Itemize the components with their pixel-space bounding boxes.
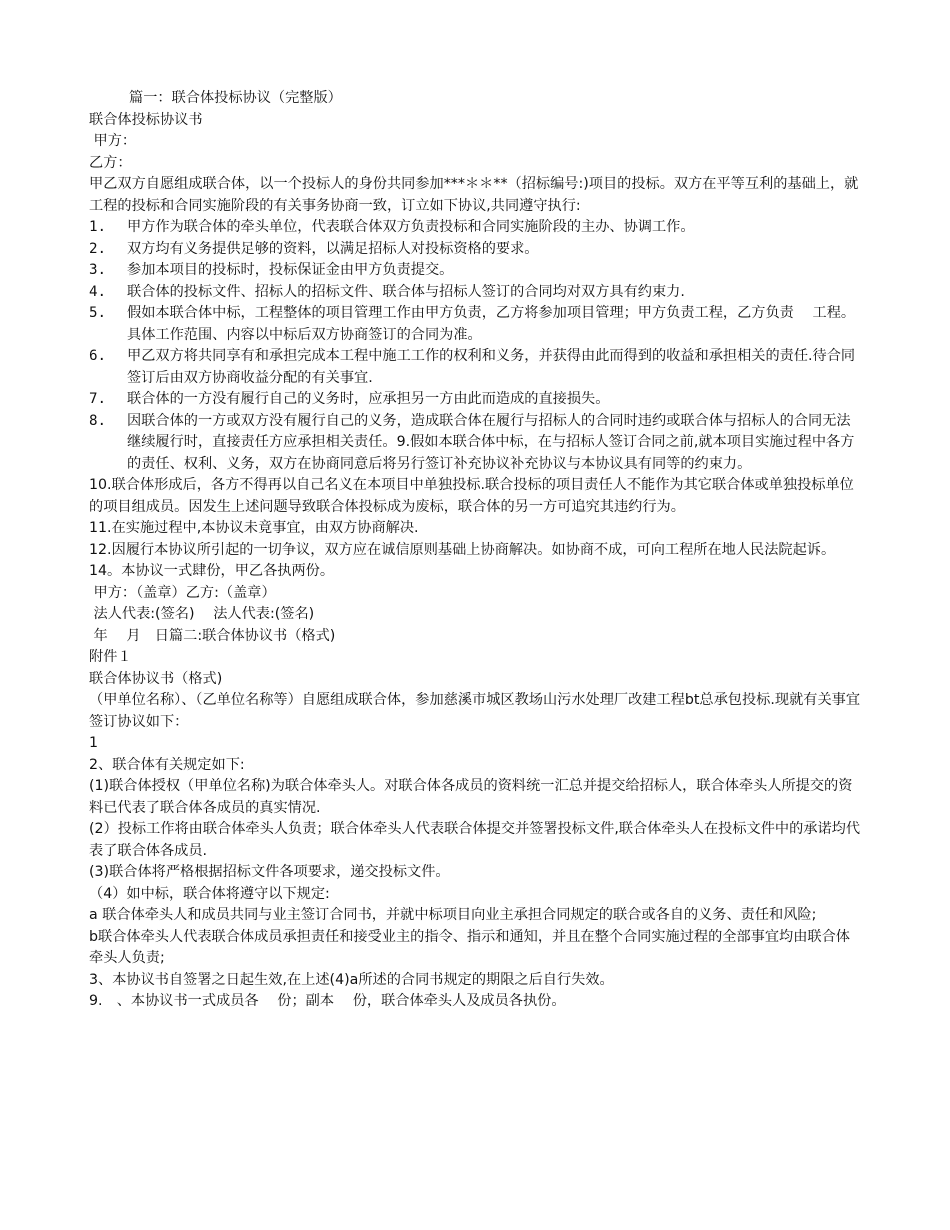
- item-text: 甲方作为联合体的牵头单位，代表联合体双方负责投标和合同实施阶段的主办、协调工作。: [127, 219, 695, 235]
- item-number: 1.: [89, 219, 107, 235]
- item-text: 假如本联合体中标，工程整体的项目管理工作由甲方负责，乙方将参加项目管理；甲方负责工程，乙方负责 工程。具体工作范围、内容以中标后双方协商签订的合同为准。: [127, 305, 856, 343]
- party-b-line: 乙方：: [89, 154, 132, 171]
- list-item: [89, 217, 861, 239]
- item-number: 7.: [89, 391, 107, 407]
- rule-b: b联合体牵头人代表联合体成员承担责任和接受业主的指令、指示和通知，并且在整个合同实施过程的全部事宜均由联合体牵头人负责;: [89, 928, 850, 966]
- item-text: 联合体的投标文件、招标人的招标文件、联合体与招标人签订的合同均对双方具有约束力.: [127, 283, 685, 300]
- intro-paragraph: 甲乙双方自愿组成联合体，以一个投标人的身份共同参加***＊＊**（招标编号:)项目的投标。双方在平等互利的基础上，就工程的投标和合同实施阶段的有关事务协商一致，订立如下协议,共同遵守执行:: [89, 176, 859, 214]
- item-text: 双方均有义务提供足够的资料，以满足招标人对投标资格的要求。: [127, 240, 539, 257]
- list-item: [89, 346, 861, 389]
- party-a-line: 甲方：: [89, 133, 137, 149]
- representative-line: 法人代表:(签名) 法人代表:(签名): [89, 606, 315, 622]
- list-item: [89, 282, 861, 304]
- item-number: 3.: [89, 262, 107, 278]
- item-number: 8.: [89, 412, 107, 429]
- list-item: [89, 389, 861, 411]
- clause-1: 1: [89, 735, 99, 751]
- rule-4: （4）如中标，联合体将遵守以下规定:: [89, 885, 330, 902]
- item-14: 14。本协议一式肆份，甲乙各执两份。: [89, 563, 335, 579]
- rule-2: (2）投标工作将由联合体牵头人负责；联合体牵头人代表联合体提交并签署投标文件,联合体牵头人在投标文件中的承诺均代表了联合体各成员.: [89, 821, 861, 859]
- item-11: 11.在实施过程中,本协议未竟事宜，由双方协商解决.: [89, 520, 419, 536]
- part2-intro: （甲单位名称）、（乙单位名称等）自愿组成联合体，参加慈溪市城区教场山污水处理厂改建工程bt总承包投标.现就有关事宜签订协议如下：: [89, 692, 861, 730]
- item-12: 12.因履行本协议所引起的一切争议，双方应在诚信原则基础上协商解决。如协商不成，可向工程所在地人民法院起诉。: [89, 541, 836, 558]
- item-number: 5.: [89, 305, 107, 321]
- item-number: 4.: [89, 283, 107, 300]
- rules-heading: 2、联合体有关规定如下:: [89, 756, 245, 773]
- item-text: 甲乙双方将共同享有和承担完成本工程中施工工作的权利和义务，并获得由此而得到的收益和承担相关的责任.待合同签订后由双方协商收益分配的有关事宜.: [127, 348, 856, 386]
- date-line: 年 月 日篇二:联合体协议书（格式): [89, 627, 336, 644]
- doc-title: 篇一：联合体投标协议（完整版）: [129, 90, 342, 106]
- list-item: [89, 260, 861, 282]
- item-text: 因联合体的一方或双方没有履行自己的义务，造成联合体在履行与招标人的合同时违约或联合体与招标人的合同无法继续履行时，直接责任方应承担相关责任。9.假如本联合体中标，在与招标人签订合同之前,就本项目实施过程中各方的责任、权利、义务，双方在协商同意后将另行签订补充协议补充协议与本协议具有同等的约束力。: [127, 412, 855, 472]
- numbered-list: [89, 217, 861, 475]
- doc-subtitle: 联合体投标协议书: [89, 111, 203, 128]
- document-page: [89, 88, 861, 1013]
- part2-title: 联合体协议书（格式): [89, 670, 223, 687]
- item-text: 联合体的一方没有履行自己的义务时，应承担另一方由此而造成的直接损失。: [127, 391, 610, 407]
- rule-3: (3)联合体将严格根据招标文件各项要求，递交投标文件。: [89, 864, 450, 880]
- list-item: [89, 239, 861, 261]
- item-number: 2.: [89, 240, 107, 257]
- list-item: [89, 303, 861, 346]
- clause-3: 3、本协议书自签署之日起生效,在上述(4)a所述的合同书规定的期限之后自行失效。: [89, 971, 614, 988]
- item-text: 参加本项目的投标时，投标保证金由甲方负责提交。: [127, 262, 454, 278]
- clause-9: 9. 、本协议书一式成员各 份；副本 份，联合体牵头人及成员各执份。: [89, 993, 566, 1009]
- annex-label: 附件１: [89, 649, 132, 665]
- seal-line: 甲方：（盖章）乙方:（盖章）: [89, 584, 276, 601]
- item-number: 6.: [89, 348, 107, 364]
- rule-a: a 联合体牵头人和成员共同与业主签订合同书，并就中标项目向业主承担合同规定的联合或各自的义务、责任和风险;: [89, 907, 817, 923]
- item-10: 10.联合体形成后，各方不得再以自己名义在本项目中单独投标.联合投标的项目责任人不能作为其它联合体或单独投标单位的项目组成员。因发生上述问题导致联合体投标成为废标，联合体的另一方可追究其违约行为。: [89, 477, 854, 515]
- list-item: [89, 411, 861, 476]
- rule-1: (1)联合体授权（甲单位名称)为联合体牵头人。对联合体各成员的资料统一汇总并提交给招标人，联合体牵头人所提交的资料已代表了联合体各成员的真实情况.: [89, 778, 853, 816]
